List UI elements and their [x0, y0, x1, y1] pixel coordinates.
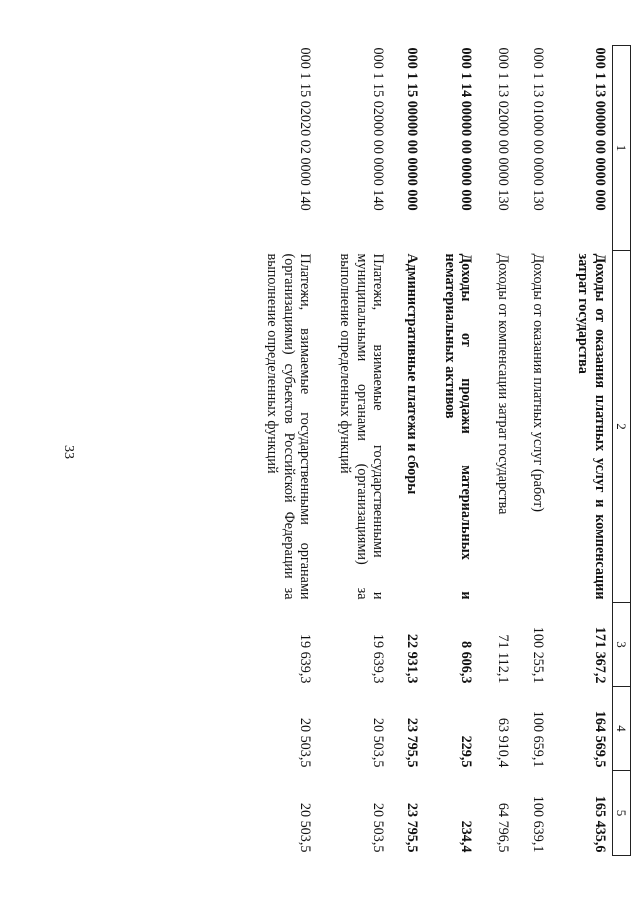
value-col3-cell: 171 367,2: [592, 626, 608, 684]
table-row: [425, 46, 479, 856]
value-col3-cell: 8 606,3: [458, 640, 475, 684]
column-header-5: 5: [613, 771, 631, 856]
revenue-name-cell: Доходы от продажи материальных и нематериальных активов: [441, 253, 475, 600]
value-col4-cell: 20 503,5: [297, 717, 314, 768]
table-row: [391, 46, 425, 856]
column-header-4: 4: [613, 687, 631, 771]
value-col5-cell: 165 435,6: [592, 795, 608, 853]
value-col3-cell: 19 639,3: [370, 633, 387, 684]
value-col5-cell: 234,4: [458, 820, 475, 853]
column-number-header-row: [613, 46, 631, 856]
value-col5-cell: 20 503,5: [370, 802, 387, 853]
column-header-3: 3: [613, 603, 631, 687]
table-row: [238, 46, 318, 856]
budget-code-cell: 000 1 13 02000 00 0000 130: [495, 47, 512, 211]
revenue-table: [238, 45, 632, 856]
budget-code-cell: 000 1 15 00000 00 0000 000: [404, 47, 421, 211]
table-row: [318, 46, 391, 856]
rotated-page-content: [113, 45, 631, 855]
value-col4-cell: 63 910,4: [495, 717, 512, 768]
value-col3-cell: 19 639,3: [297, 633, 314, 684]
revenue-name-cell: Доходы от оказания платных услуг и компенсации затрат государства: [575, 253, 608, 600]
value-col4-cell: 164 569,5: [592, 710, 608, 768]
value-col4-cell: 229,5: [458, 735, 475, 768]
value-col3-cell: 71 112,1: [495, 634, 512, 684]
table-row: [516, 46, 551, 856]
revenue-name-cell: Платежи, взимаемые государственными и муниципальными органами (организациями) за выполнение определенных функций: [337, 253, 387, 600]
value-col5-cell: 20 503,5: [297, 802, 314, 853]
revenue-name-cell: Платежи, взимаемые государственными органами (организациями) субъектов Российской Федерации за выполнение определенных функций: [264, 253, 314, 600]
value-col3-cell: 100 255,1: [530, 626, 547, 684]
value-col4-cell: 23 795,5: [404, 717, 421, 768]
budget-code-cell: 000 1 14 00000 00 0000 000: [458, 47, 475, 211]
budget-code-cell: 000 1 15 02000 00 0000 140: [370, 47, 387, 211]
value-col5-cell: 23 795,5: [404, 802, 421, 853]
revenue-name-cell: Доходы от оказания платных услуг (работ): [530, 253, 547, 512]
budget-code-cell: 000 1 13 00000 00 0000 000: [592, 47, 608, 211]
page-number: 33: [61, 445, 76, 459]
value-col5-cell: 100 639,1: [530, 795, 547, 853]
budget-code-cell: 000 1 13 01000 00 0000 130: [530, 47, 547, 211]
value-col3-cell: 22 931,3: [404, 633, 421, 684]
column-header-1: 1: [613, 46, 631, 251]
value-col4-cell: 20 503,5: [370, 717, 387, 768]
column-header-2: 2: [613, 251, 631, 603]
value-col4-cell: 100 659,1: [530, 710, 547, 768]
revenue-name-cell: Административные платежи и сборы: [404, 253, 421, 495]
table-row: [551, 46, 613, 856]
budget-code-cell: 000 1 15 02020 02 0000 140: [297, 47, 314, 211]
table-row: [479, 46, 516, 856]
revenue-name-cell: Доходы от компенсации затрат государства: [495, 253, 512, 515]
value-col5-cell: 64 796,5: [495, 802, 512, 853]
